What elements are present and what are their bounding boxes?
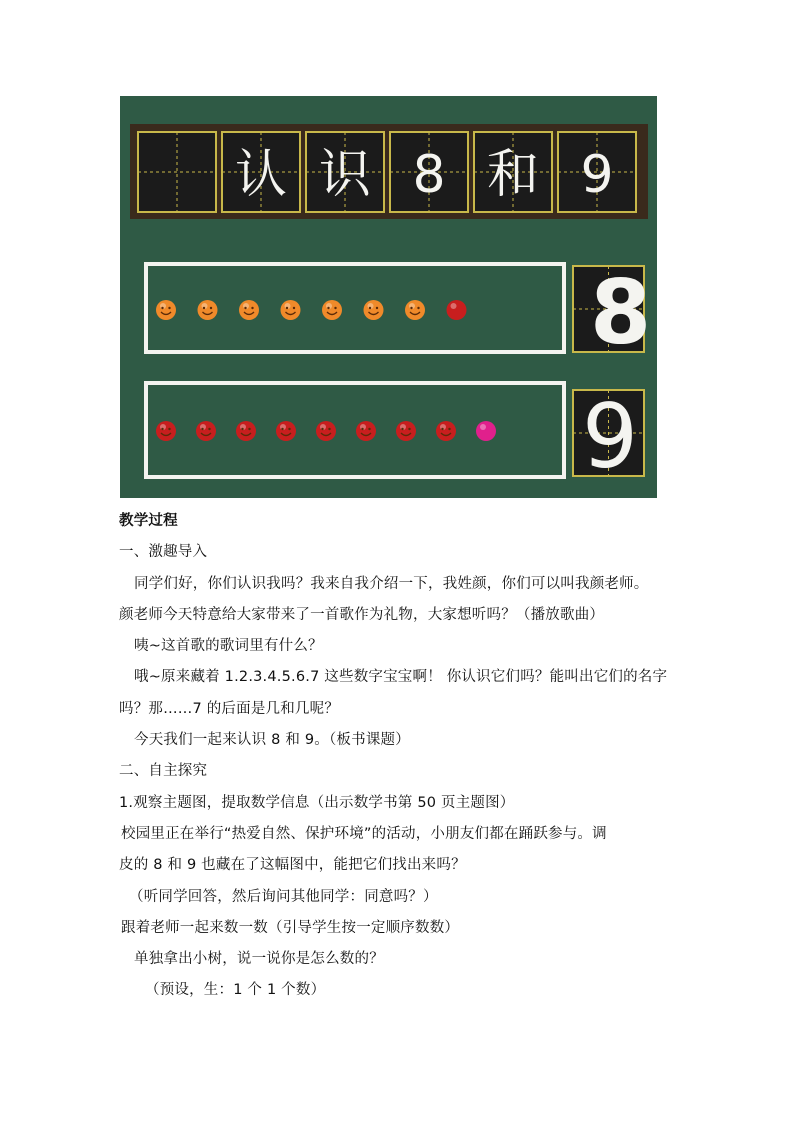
card-numeral-8: 8 (590, 261, 652, 364)
title-char: 8 (412, 145, 446, 205)
paragraph: （预设，生：1 个 1 个数） (145, 982, 326, 999)
magnet (322, 300, 342, 320)
magnet (396, 421, 416, 441)
paragraph: 1.观察主题图，提取数学信息（出示数学书第 50 页主题图） (119, 794, 515, 811)
lesson-text (119, 506, 689, 1007)
section-heading-1: 一、激趣导入 (119, 544, 208, 561)
paragraph: 跟着老师一起来数一数（引导学生按一定顺序数数） (121, 919, 460, 936)
title-card (474, 132, 552, 212)
magnet (156, 421, 176, 441)
lesson-title: 教学过程 (119, 513, 178, 529)
magnet (436, 421, 456, 441)
magnet (239, 300, 259, 320)
magnet (405, 300, 425, 320)
title-card (558, 132, 636, 212)
section-heading-2: 二、自主探究 (119, 763, 208, 780)
paragraph: 今天我们一起来认识 8 和 9。（板书课题） (134, 732, 410, 749)
title-char: 和 (486, 145, 540, 205)
magnet (316, 421, 336, 441)
paragraph: 单独拿出小树，说一说你是怎么数的？ (134, 951, 384, 968)
title-char: 认 (234, 145, 288, 205)
chalkboard-illustration (120, 96, 657, 498)
card-numeral-9: 9 (582, 385, 638, 488)
magnet (447, 300, 467, 320)
paragraph: 同学们好，你们认识我吗？我来自我介绍一下，我姓颜，你们可以叫我颜老师。 (134, 575, 649, 592)
magnet (281, 300, 301, 320)
paragraph: 哦~原来藏着 1.2.3.4.5.6.7 这些数字宝宝啊！ 你认识它们吗？能叫出它们的名字 (134, 669, 668, 686)
title-card (390, 132, 468, 212)
number-card-9 (573, 385, 644, 488)
magnet (476, 421, 496, 441)
magnet (364, 300, 384, 320)
paragraph: 颜老师今天特意给大家带来了一首歌作为礼物，大家想听吗？（播放歌曲） (119, 606, 605, 623)
magnet (356, 421, 376, 441)
magnet (156, 300, 176, 320)
title-card (138, 132, 216, 212)
paragraph: 皮的 8 和 9 也藏在了这幅图中，能把它们找出来吗？ (119, 857, 466, 874)
paragraph: 校园里正在举行“热爱自然、保护环境”的活动，小朋友们都在踊跃参与。调 (121, 825, 607, 842)
title-card (306, 132, 384, 212)
chalkboard-photo (120, 96, 657, 498)
paragraph: 咦~这首歌的歌词里有什么？ (134, 638, 323, 655)
paragraph: 吗？那……7 的后面是几和几呢？ (119, 700, 340, 717)
paragraph: （听同学回答，然后询问其他同学：同意吗？） (129, 888, 438, 905)
magnet (276, 421, 296, 441)
number-card-8 (573, 261, 651, 364)
title-card (222, 132, 300, 212)
magnet (198, 300, 218, 320)
title-char: 9 (580, 145, 614, 205)
title-char: 识 (318, 145, 372, 205)
magnet (196, 421, 216, 441)
magnet (236, 421, 256, 441)
